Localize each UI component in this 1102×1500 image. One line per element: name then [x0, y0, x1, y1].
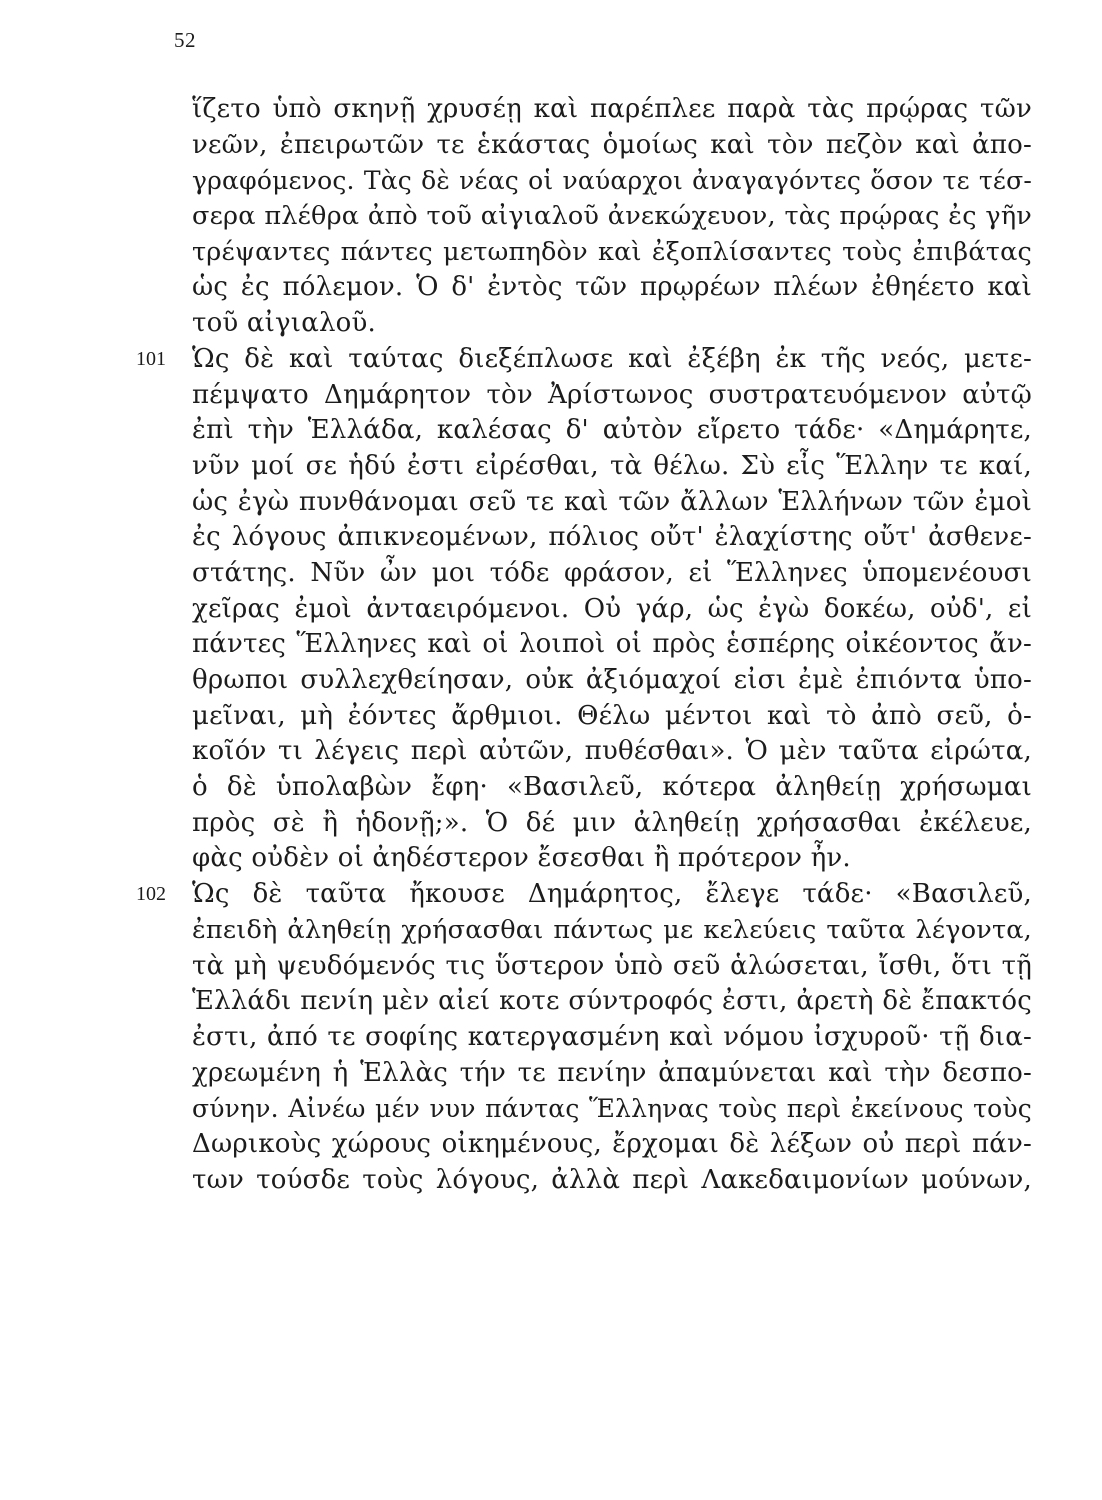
line-text: τοῦ αἰγιαλοῦ.: [192, 308, 376, 339]
line-text: ἐστι, ἀπό τε σοφίης κατεργασμένη καὶ νόμου ἰσχυροῦ· τῇ δια-: [192, 1021, 1032, 1052]
text-line: [192, 163, 1032, 199]
text-line: [192, 949, 1032, 985]
line-text: σερα πλέθρα ἀπὸ τοῦ αἰγιαλοῦ ἀνεκώχευον, τὰς πρῴρας ἐς γῆν: [192, 201, 1032, 232]
text-line: [192, 1163, 1032, 1199]
text-line: [192, 92, 1032, 128]
text-block: [136, 92, 1032, 1198]
text-line: [136, 877, 1032, 913]
line-text: πρὸς σὲ ἢ ἡδονῇ;». Ὁ δέ μιν ἀληθείῃ χρήσασθαι ἐκέλευε,: [192, 807, 1032, 838]
text-line: [192, 1056, 1032, 1092]
page-number: 52: [174, 28, 196, 52]
text-line: [192, 913, 1032, 949]
text-line: [192, 520, 1032, 556]
text-line: [192, 627, 1032, 663]
text-line: [192, 556, 1032, 592]
line-text: νεῶν, ἐπειρωτῶν τε ἑκάστας ὁμοίως καὶ τὸν πεζὸν καὶ ἀπο-: [192, 129, 1032, 160]
text-line: [192, 770, 1032, 806]
line-text: Ὡς δὲ καὶ ταύτας διεξέπλωσε καὶ ἐξέβη ἐκ τῆς νεός, μετε-: [192, 343, 1032, 374]
text-line: [192, 592, 1032, 628]
text-line: [192, 128, 1032, 164]
line-text: ἵζετο ὑπὸ σκηνῇ χρυσέῃ καὶ παρέπλεε παρὰ τὰς πρῴρας τῶν: [192, 94, 1032, 124]
line-text: Ἑλλάδι πενίη μὲν αἰεί κοτε σύντροφός ἐστι, ἀρετὴ δὲ ἔπακτός: [192, 986, 1032, 1017]
text-line: [192, 984, 1032, 1020]
line-text: μεῖναι, μὴ ἐόντες ἄρθμιοι. Θέλω μέντοι καὶ τὸ ἀπὸ σεῦ, ὁ-: [192, 700, 1032, 731]
line-text: ἐπειδὴ ἀληθείῃ χρήσασθαι πάντως με κελεύεις ταῦτα λέγοντα,: [192, 914, 1032, 945]
line-text: κοῖόν τι λέγεις περὶ αὐτῶν, πυθέσθαι». Ὁ μὲν ταῦτα εἰρώτα,: [192, 736, 1032, 767]
text-line: [192, 485, 1032, 521]
text-line: [192, 841, 1032, 877]
line-text: θρωποι συλλεχθείησαν, οὐκ ἀξιόμαχοί εἰσι ἐμὲ ἐπιόντα ὑπο-: [192, 665, 1032, 695]
text-line: [192, 449, 1032, 485]
line-text: τρέψαντες πάντες μετωπηδὸν καὶ ἐξοπλίσαντες τοὺς ἐπιβάτας: [192, 236, 1032, 267]
text-line: [136, 342, 1032, 378]
line-text: Δωρικοὺς χώρους οἰκημένους, ἔρχομαι δὲ λέξων οὐ περὶ πάν-: [192, 1128, 1032, 1159]
text-line: [192, 663, 1032, 699]
text-line: [192, 1020, 1032, 1056]
line-text: νῦν μοί σε ἡδύ ἐστι εἰρέσθαι, τὰ θέλω. Σὺ εἶς Ἕλλην τε καί,: [192, 450, 1032, 481]
text-line: [192, 1127, 1032, 1163]
line-text: Ὡς δὲ ταῦτα ἤκουσε Δημάρητος, ἔλεγε τάδε· «Βασιλεῦ,: [192, 879, 1032, 910]
line-text: φὰς οὐδὲν οἱ ἀηδέστερον ἔσεσθαι ἢ πρότερον ἦν.: [192, 843, 851, 874]
text-line: [192, 734, 1032, 770]
line-text: τὰ μὴ ψευδόμενός τις ὕστερον ὑπὸ σεῦ ἁλώσεται, ἴσθι, ὅτι τῇ: [192, 950, 1032, 981]
line-text: ἐς λόγους ἀπικνεομένων, πόλιος οὔτ' ἐλαχίστης οὔτ' ἀσθενε-: [192, 522, 1032, 553]
text-line: [192, 413, 1032, 449]
line-text: σύνην. Αἰνέω μέν νυν πάντας Ἕλληνας τοὺς περὶ ἐκείνους τοὺς: [192, 1094, 1032, 1124]
line-text: των τούσδε τοὺς λόγους, ἀλλὰ περὶ Λακεδαιμονίων μούνων,: [192, 1164, 1032, 1195]
line-text: γραφόμενος. Τὰς δὲ νέας οἱ ναύαρχοι ἀναγαγόντες ὅσον τε τέσ-: [192, 166, 1032, 196]
line-text: ὡς ἐγὼ πυνθάνομαι σεῦ τε καὶ τῶν ἄλλων Ἑλλήνων τῶν ἐμοὶ: [192, 486, 1032, 517]
text-line: [192, 699, 1032, 735]
text-line: [192, 199, 1032, 235]
line-text: ἐπὶ τὴν Ἑλλάδα, καλέσας δ' αὐτὸν εἴρετο τάδε· «Δημάρητε,: [192, 415, 1032, 446]
line-text: ὁ δὲ ὑπολαβὼν ἔφη· «Βασιλεῦ, κότερα ἀληθείῃ χρήσωμαι: [192, 772, 1032, 803]
text-line: [192, 1091, 1032, 1127]
text-line: [192, 270, 1032, 306]
line-text: στάτης. Νῦν ὦν μοι τόδε φράσον, εἰ Ἕλληνες ὑπομενέουσι: [192, 557, 1032, 588]
text-line: [192, 806, 1032, 842]
line-text: πέμψατο Δημάρητον τὸν Ἀρίστωνος συστρατευόμενον αὐτῷ: [192, 379, 1032, 410]
text-line: [192, 306, 1032, 342]
line-text: πάντες Ἕλληνες καὶ οἱ λοιποὶ οἱ πρὸς ἑσπέρης οἰκέοντος ἄν-: [192, 629, 1032, 660]
chapter-number: 101: [136, 347, 166, 370]
line-text: χρεωμένη ἡ Ἑλλὰς τήν τε πενίην ἀπαμύνεται καὶ τὴν δεσπο-: [192, 1057, 1032, 1088]
text-line: [192, 235, 1032, 271]
chapter-number: 102: [136, 883, 166, 906]
line-text: ὡς ἐς πόλεμον. Ὁ δ' ἐντὸς τῶν πρῳρέων πλέων ἐθηέετο καὶ: [192, 272, 1032, 303]
text-line: [192, 378, 1032, 414]
line-text: χεῖρας ἐμοὶ ἀνταειρόμενοι. Οὐ γάρ, ὡς ἐγὼ δοκέω, οὐδ', εἰ: [192, 593, 1032, 624]
